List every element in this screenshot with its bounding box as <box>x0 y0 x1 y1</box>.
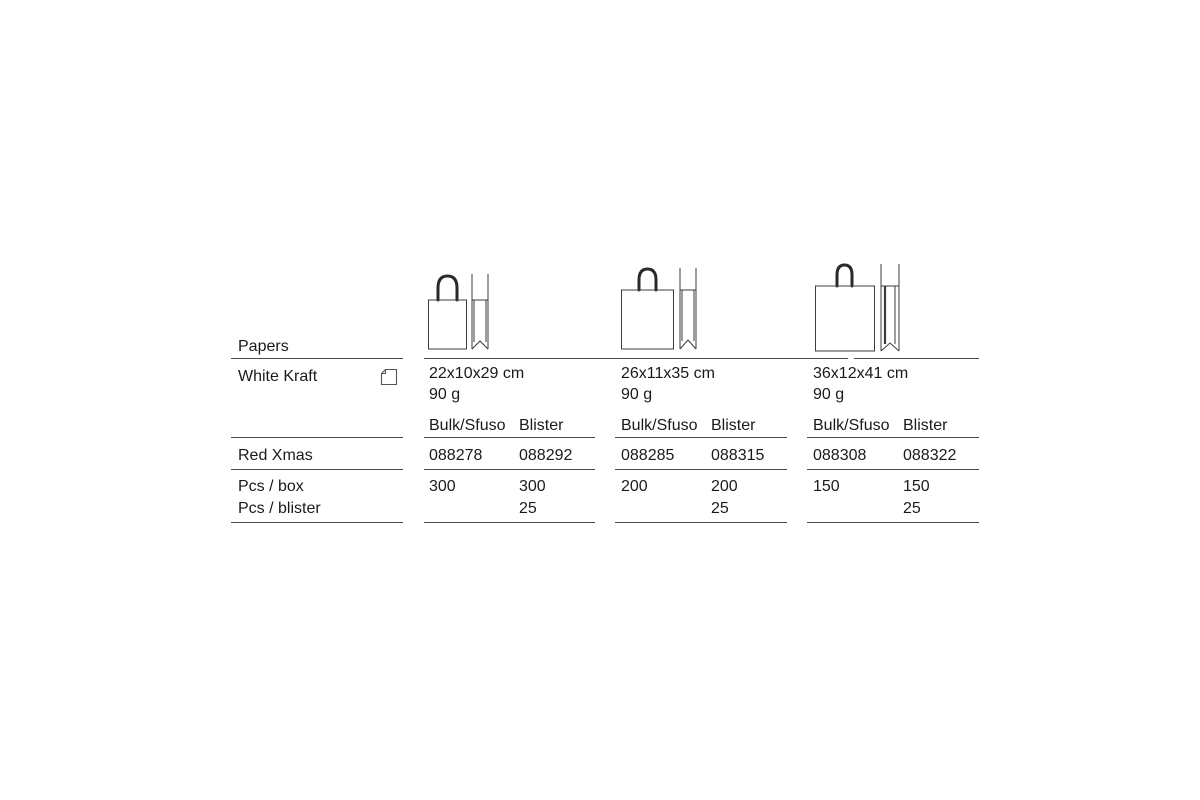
bulk-header: Bulk/Sfuso <box>621 417 698 434</box>
shopping-bag-front-icon <box>815 262 877 352</box>
blister-header: Blister <box>519 417 564 434</box>
row-divider <box>807 437 979 438</box>
blister-pcs-box: 200 <box>711 478 738 495</box>
red-xmas-label: Red Xmas <box>238 447 313 464</box>
size-weight: 90 g <box>621 386 653 403</box>
row-divider <box>807 522 979 523</box>
bulk-header: Bulk/Sfuso <box>813 417 890 434</box>
white-kraft-label: White Kraft <box>238 368 318 385</box>
bulk-code: 088308 <box>813 447 867 464</box>
bulk-header: Bulk/Sfuso <box>429 417 506 434</box>
row-divider <box>231 522 403 523</box>
blister-code: 088292 <box>519 447 573 464</box>
row-divider <box>615 437 787 438</box>
row-divider <box>424 469 595 470</box>
blister-header: Blister <box>903 417 948 434</box>
bulk-code: 088278 <box>429 447 483 464</box>
shopping-bag-front-icon <box>428 272 468 350</box>
row-divider <box>615 522 787 523</box>
papers-divider <box>231 358 403 359</box>
blister-pcs-blister: 25 <box>903 500 921 517</box>
size-dimensions: 36x12x41 cm <box>813 365 909 382</box>
shopping-bag-side-icon <box>470 272 490 350</box>
blister-header: Blister <box>711 417 756 434</box>
bulk-code: 088285 <box>621 447 675 464</box>
papers-label: Papers <box>238 338 289 355</box>
row-divider <box>424 437 595 438</box>
bulk-pcs-box: 150 <box>813 478 840 495</box>
papers-divider-end <box>854 358 979 359</box>
size-dimensions: 26x11x35 cm <box>621 365 715 382</box>
row-divider <box>424 522 595 523</box>
size-dimensions: 22x10x29 cm <box>429 365 525 382</box>
size-weight: 90 g <box>429 386 461 403</box>
shopping-bag-side-icon <box>678 266 698 350</box>
pcs-blister-label: Pcs / blister <box>238 500 321 517</box>
blister-pcs-box: 300 <box>519 478 546 495</box>
shopping-bag-side-icon <box>879 262 901 352</box>
blister-pcs-box: 150 <box>903 478 930 495</box>
blister-code: 088315 <box>711 447 765 464</box>
page-fold-icon <box>380 368 398 386</box>
row-divider <box>231 437 403 438</box>
papers-divider-long <box>424 358 848 359</box>
shopping-bag-front-icon <box>621 266 677 350</box>
blister-pcs-blister: 25 <box>711 500 729 517</box>
row-divider <box>231 469 403 470</box>
row-divider <box>615 469 787 470</box>
row-divider <box>807 469 979 470</box>
blister-code: 088322 <box>903 447 957 464</box>
pcs-box-label: Pcs / box <box>238 478 304 495</box>
bulk-pcs-box: 300 <box>429 478 456 495</box>
size-weight: 90 g <box>813 386 845 403</box>
bulk-pcs-box: 200 <box>621 478 648 495</box>
blister-pcs-blister: 25 <box>519 500 537 517</box>
